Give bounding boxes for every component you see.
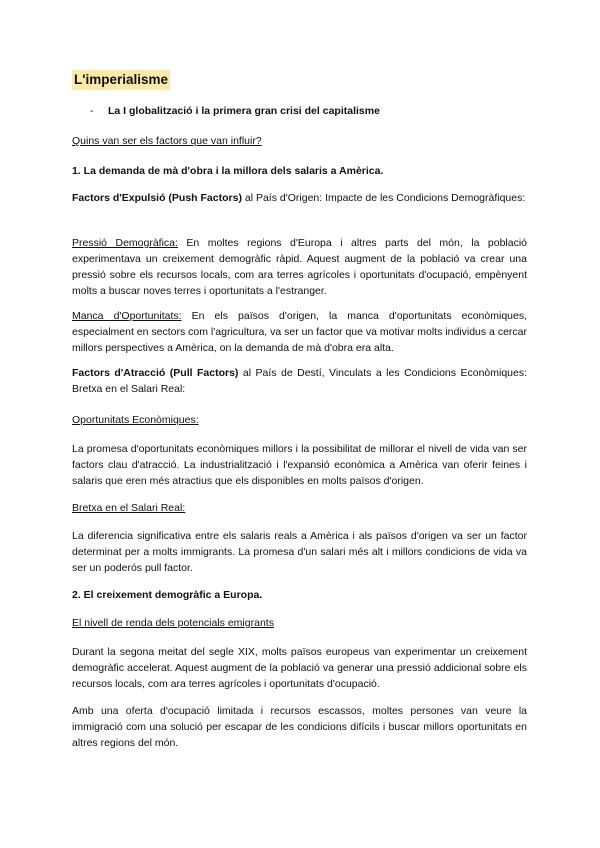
page-title: L'imperialisme (72, 70, 170, 90)
pressio-demografica-paragraph (72, 235, 527, 299)
bullet-dash: - (90, 105, 94, 117)
oportunitats-economiques-paragraph: La promesa d'oportunitats econòmiques millors i la possibilitat de millorar el nivell de vida van ser factors clau d'atracció. La industrialització i l'expansió econòmica a Amèrica van oferir feines i salaris que eren més atractius que els disponibles en molts països d'origen. (72, 443, 527, 487)
section1-heading: 1. La demanda de mà d'obra i la millora dels salaris a Amèrica. (72, 165, 384, 177)
push-factors-paragraph (72, 190, 527, 206)
subtitle-text: La I globalització i la primera gran crisi del capitalisme (108, 105, 380, 117)
question-heading: Quins van ser els factors que van influir? (72, 135, 262, 147)
section2-heading: 2. El creixement demogràfic a Europa. (72, 589, 263, 601)
pull-factors-paragraph (72, 365, 527, 397)
section2-paragraph-2: Amb una oferta d'ocupació limitada i recursos escassos, moltes persones van veure la immigració com una solució per escapar de les condicions difícils i buscar millors oportunitats en altres regions del món. (72, 705, 527, 749)
oportunitats-economiques-heading: Oportunitats Econòmiques: (72, 414, 199, 426)
subtitle-bullet-item (90, 104, 380, 118)
manca-oportunitats-text: En els països d'origen, la manca d'oportunitats econòmiques, especialment en sectors com l'agricultura, va ser un factor que va motivar molts individus a cercar millors perspectives a Amèrica, on la demanda de mà d'obra era alta. (72, 310, 528, 354)
pull-factors-text: al País de Destí, Vinculats a les Condicions Econòmiques: Bretxa en el Salari Real: (72, 367, 528, 395)
pressio-demografica-text: En moltes regions d'Europa i altres parts del món, la població experimentava un creixement demogràfic ràpid. Aquest augment de la població va crear una pressió sobre els recursos locals, com ara terres agrícoles i oportunitats d'ocupació, empènyent molts a buscar noves terres i oportunitats a l'estranger. (72, 237, 528, 297)
manca-oportunitats-paragraph (72, 308, 527, 356)
nivell-renda-heading: El nivell de renda dels potencials emigrants (72, 617, 274, 629)
section2-paragraph-1: Durant la segona meitat del segle XIX, molts països europeus van experimentar un creixement demogràfic accelerat. Aquest augment de la població va generar una pressió addicional sobre els recursos locals, com ara terres agrícoles i oportunitats d'ocupació. (72, 646, 527, 690)
pressio-demografica-label: Pressió Demogràfica: (72, 237, 178, 249)
bretxa-salari-paragraph: La diferencia significativa entre els salaris reals a Amèrica i als països d'origen va ser un factor determinat per a molts immigrants. La promesa d'un salari més alt i millors condicions de vida va ser un poderós pull factor. (72, 530, 527, 574)
bretxa-salari-heading: Bretxa en el Salari Real: (72, 502, 186, 514)
push-factors-text: al País d'Origen: Impacte de les Condicions Demogràfiques: (241, 192, 526, 204)
manca-oportunitats-label: Manca d'Oportunitats: (72, 310, 182, 322)
push-factors-label: Factors d'Expulsió (Push Factors) (72, 192, 242, 204)
pull-factors-label: Factors d'Atracció (Pull Factors) (72, 367, 239, 379)
